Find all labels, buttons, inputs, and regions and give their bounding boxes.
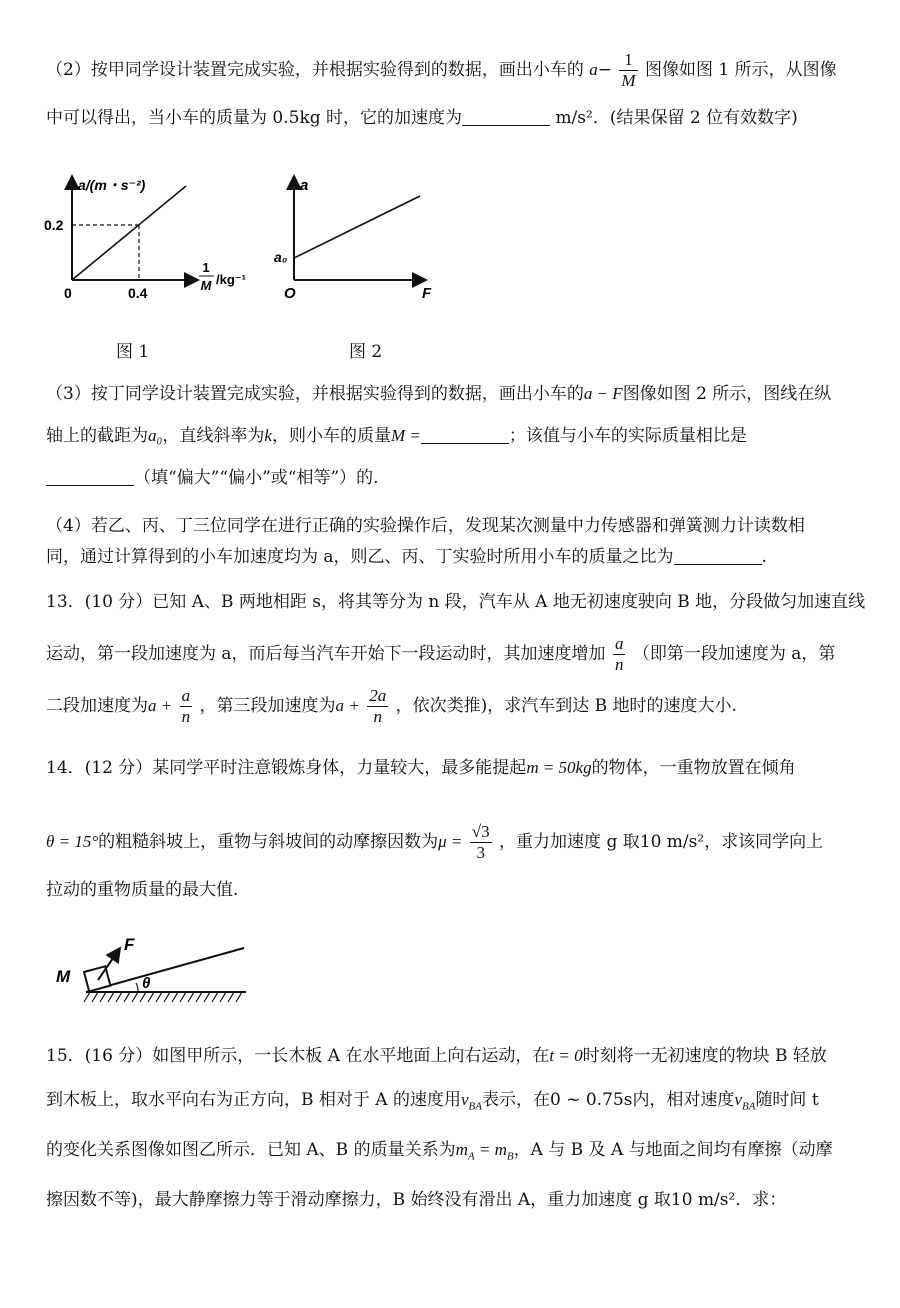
q13-fraction <box>613 634 626 675</box>
fig2-origin: O <box>284 285 296 302</box>
q13-fraction-2 <box>367 686 388 727</box>
q2-answer-blank[interactable] <box>462 107 550 126</box>
q13-frac1-den: n <box>181 707 191 726</box>
q15-text-2d: 随时间 t <box>755 1090 819 1110</box>
q15-text-1a: 15．(16 分）如图甲所示，一长木板 A 在水平地面上向右运动，在 <box>46 1046 550 1066</box>
q14-mu: μ = <box>438 832 463 851</box>
q4-line2 <box>46 545 767 569</box>
q2-fraction <box>619 50 637 91</box>
q3-text-2a: 轴上的截距为 <box>46 426 148 446</box>
angle-arc <box>136 983 138 992</box>
q14-text-1a: 14．(12 分）某同学平时注意锻炼身体，力量较大，最多能提起 <box>46 758 527 778</box>
q3-line2 <box>46 424 747 448</box>
q14-text-2b: ，重力加速度 g 取 <box>499 832 640 852</box>
fig3-angle-label: θ <box>142 975 151 992</box>
q15-text-1b: 时刻将一无初速度的物块 B 轻放 <box>582 1046 827 1066</box>
figure-incline <box>50 930 260 1010</box>
q15-line3 <box>46 1138 833 1168</box>
figure-1 <box>40 168 270 308</box>
fig1-origin: 0 <box>64 285 72 301</box>
q14-line3: 拉动的重物质量的最大值. <box>46 880 239 900</box>
fig1-xlabel-unit: /kg⁻¹ <box>216 272 246 287</box>
q3-text-1: （3）按丁同学设计装置完成实验，并根据实验得到的数据，画出小车的 <box>46 384 584 404</box>
block <box>84 966 110 991</box>
q2-line2 <box>46 106 798 130</box>
q4-end: . <box>761 547 767 567</box>
fig1-caption: 图 1 <box>116 342 150 362</box>
q15-line1 <box>46 1044 827 1068</box>
q13-text-2a: 运动，第一段加速度为 a，而后每当汽车开始下一段运动时，其加速度增加 <box>46 644 606 664</box>
q3-text-2c: ，则小车的质量 <box>271 426 391 446</box>
q13-fraction-1 <box>180 686 193 727</box>
fig2-intercept: a₀ <box>274 249 288 265</box>
q15-text-4b: ．求： <box>735 1190 787 1210</box>
q14-theta: θ = 15° <box>46 832 99 851</box>
q14-line1 <box>46 756 796 780</box>
q4-ratio-blank[interactable] <box>674 546 762 565</box>
q2-var-a: a <box>589 60 598 79</box>
q2-text-1: （2）按甲同学设计装置完成实验，并根据实验得到的数据，画出小车的 <box>46 60 584 80</box>
q13-frac-num: a <box>614 634 624 653</box>
q3-line1 <box>46 382 831 406</box>
q2-unit: m/s² <box>555 108 593 128</box>
q15-v: v <box>460 1090 469 1109</box>
q15-t: t = 0 <box>549 1046 583 1065</box>
q2-text-tail: 图像如图 1 所示，从图像 <box>644 60 837 80</box>
q3-text-2d: ；该值与小车的实际质量相比是 <box>508 426 747 446</box>
q13-line2 <box>46 634 835 675</box>
q15-v-2: v <box>734 1090 742 1109</box>
q13-text-3b: ，第三段加速度为 <box>199 696 336 716</box>
q13-frac2-den: n <box>373 707 382 726</box>
q15-text-3b: ，A 与 B 及 A 与地面之间均有摩擦（动摩 <box>513 1140 833 1160</box>
q15-text-2a: 到木板上，取水平向右为正方向，B 相对于 A 的速度用 <box>46 1090 461 1110</box>
fig2-caption: 图 2 <box>349 342 383 362</box>
q14-g: 10 m/s² <box>639 832 705 852</box>
q2-note: ．(结果保留 2 位有效数字) <box>592 108 798 128</box>
fig1-xlabel-den: M <box>200 278 212 293</box>
q3-compare-blank[interactable] <box>46 467 134 486</box>
q15-v-sub: BA <box>468 1100 482 1113</box>
q15-text-4a: 擦因数不等)，最大静摩擦力等于滑动摩擦力，B 始终没有滑出 A，重力加速度 g 取 <box>46 1190 671 1210</box>
fig1-ylabel: a/(m・s⁻²) <box>78 177 146 193</box>
q3-k: k <box>264 426 272 445</box>
fig2-xlabel: F <box>422 285 432 302</box>
q15-mA: m <box>455 1140 468 1159</box>
q15-line2 <box>46 1088 819 1118</box>
q14-text-2a: 的粗糙斜坡上，重物与斜坡间的动摩擦因数为 <box>98 832 439 852</box>
q15-v-sub-2: BA <box>741 1100 756 1113</box>
q13-text-3c: ，依次类推)，求汽车到达 B 地时的速度大小. <box>395 696 737 716</box>
fig2-line <box>294 196 420 258</box>
q4-text-2: 同，通过计算得到的小车加速度均为 a，则乙、丙、丁实验时所用小车的质量之比为 <box>46 547 674 567</box>
fig2-ylabel: a <box>300 177 309 194</box>
q13-frac1-num: a <box>181 686 191 705</box>
figure-2 <box>268 168 448 308</box>
fig3-mass-label: M <box>56 967 71 986</box>
q15-range: 0 ~ 0.75s <box>549 1090 633 1110</box>
q3-mass-blank[interactable] <box>421 425 509 444</box>
q2-frac-den: M <box>621 71 636 90</box>
q13-text-3a: 二段加速度为 <box>46 696 148 716</box>
q4-line1: （4）若乙、丙、丁三位同学在进行正确的实验操作后，发现某次测量中力传感器和弹簧测力计读数相 <box>46 516 805 536</box>
q13-line3 <box>46 686 737 727</box>
ground-hatch <box>84 992 242 1002</box>
fig1-tick-y: 0.2 <box>44 217 64 233</box>
q3-M: M = <box>390 426 421 445</box>
q3-expr: a − F <box>583 384 623 403</box>
q15-text-2c: 内，相对速度 <box>632 1090 735 1110</box>
q2-text-2: 中可以得出，当小车的质量为 0.5kg 时，它的加速度为 <box>46 108 463 128</box>
q14-text-1b: 的物体，一重物放置在倾角 <box>591 758 796 778</box>
q15-line4 <box>46 1188 786 1212</box>
q13-expr1: a + <box>148 696 173 715</box>
q15-g: 10 m/s² <box>670 1190 736 1210</box>
q3-text-2b: ，直线斜率为 <box>162 426 265 446</box>
q13-line1: 13．(10 分）已知 A、B 两地相距 s，将其等分为 n 段，汽车从 A 地无初速度驶向 B 地，分段做匀加速直线 <box>46 592 866 612</box>
force-arrow <box>98 948 120 980</box>
q13-expr2: a + <box>335 696 360 715</box>
q15-text-2b: 表示，在 <box>481 1090 550 1110</box>
q14-frac-den: 3 <box>476 843 485 862</box>
q14-fraction <box>470 822 492 863</box>
q3-a0: a₀ <box>148 426 163 445</box>
fig3-force-label: F <box>124 935 135 954</box>
q14-line2 <box>46 822 823 863</box>
q2-op: − <box>597 60 612 80</box>
q14-mass: m = 50kg <box>526 758 592 777</box>
q3-text-3: （填“偏大”“偏小”或“相等”）的. <box>134 468 379 488</box>
q13-frac-den: n <box>614 655 624 674</box>
q15-mA-sub: A <box>467 1150 475 1163</box>
q13-text-2b: （即第一段加速度为 a，第 <box>632 644 836 664</box>
fig1-line <box>72 186 186 280</box>
q3-text-tail: 图像如图 2 所示，图线在纵 <box>622 384 832 404</box>
q14-text-2c: ，求该同学向上 <box>704 832 824 852</box>
fig1-tick-x: 0.4 <box>128 285 148 301</box>
q13-frac2-num: 2a <box>369 686 387 705</box>
fig1-xlabel-num: 1 <box>202 260 210 275</box>
q3-line3 <box>46 466 379 490</box>
q2-frac-num: 1 <box>619 50 637 71</box>
q14-frac-num: √3 <box>471 822 490 841</box>
q15-mB-sub: B <box>506 1150 514 1163</box>
q2-line1 <box>46 50 837 91</box>
q15-eq: = m <box>474 1140 507 1159</box>
q15-text-3a: 的变化关系图像如图乙所示．已知 A、B 的质量关系为 <box>46 1140 456 1160</box>
